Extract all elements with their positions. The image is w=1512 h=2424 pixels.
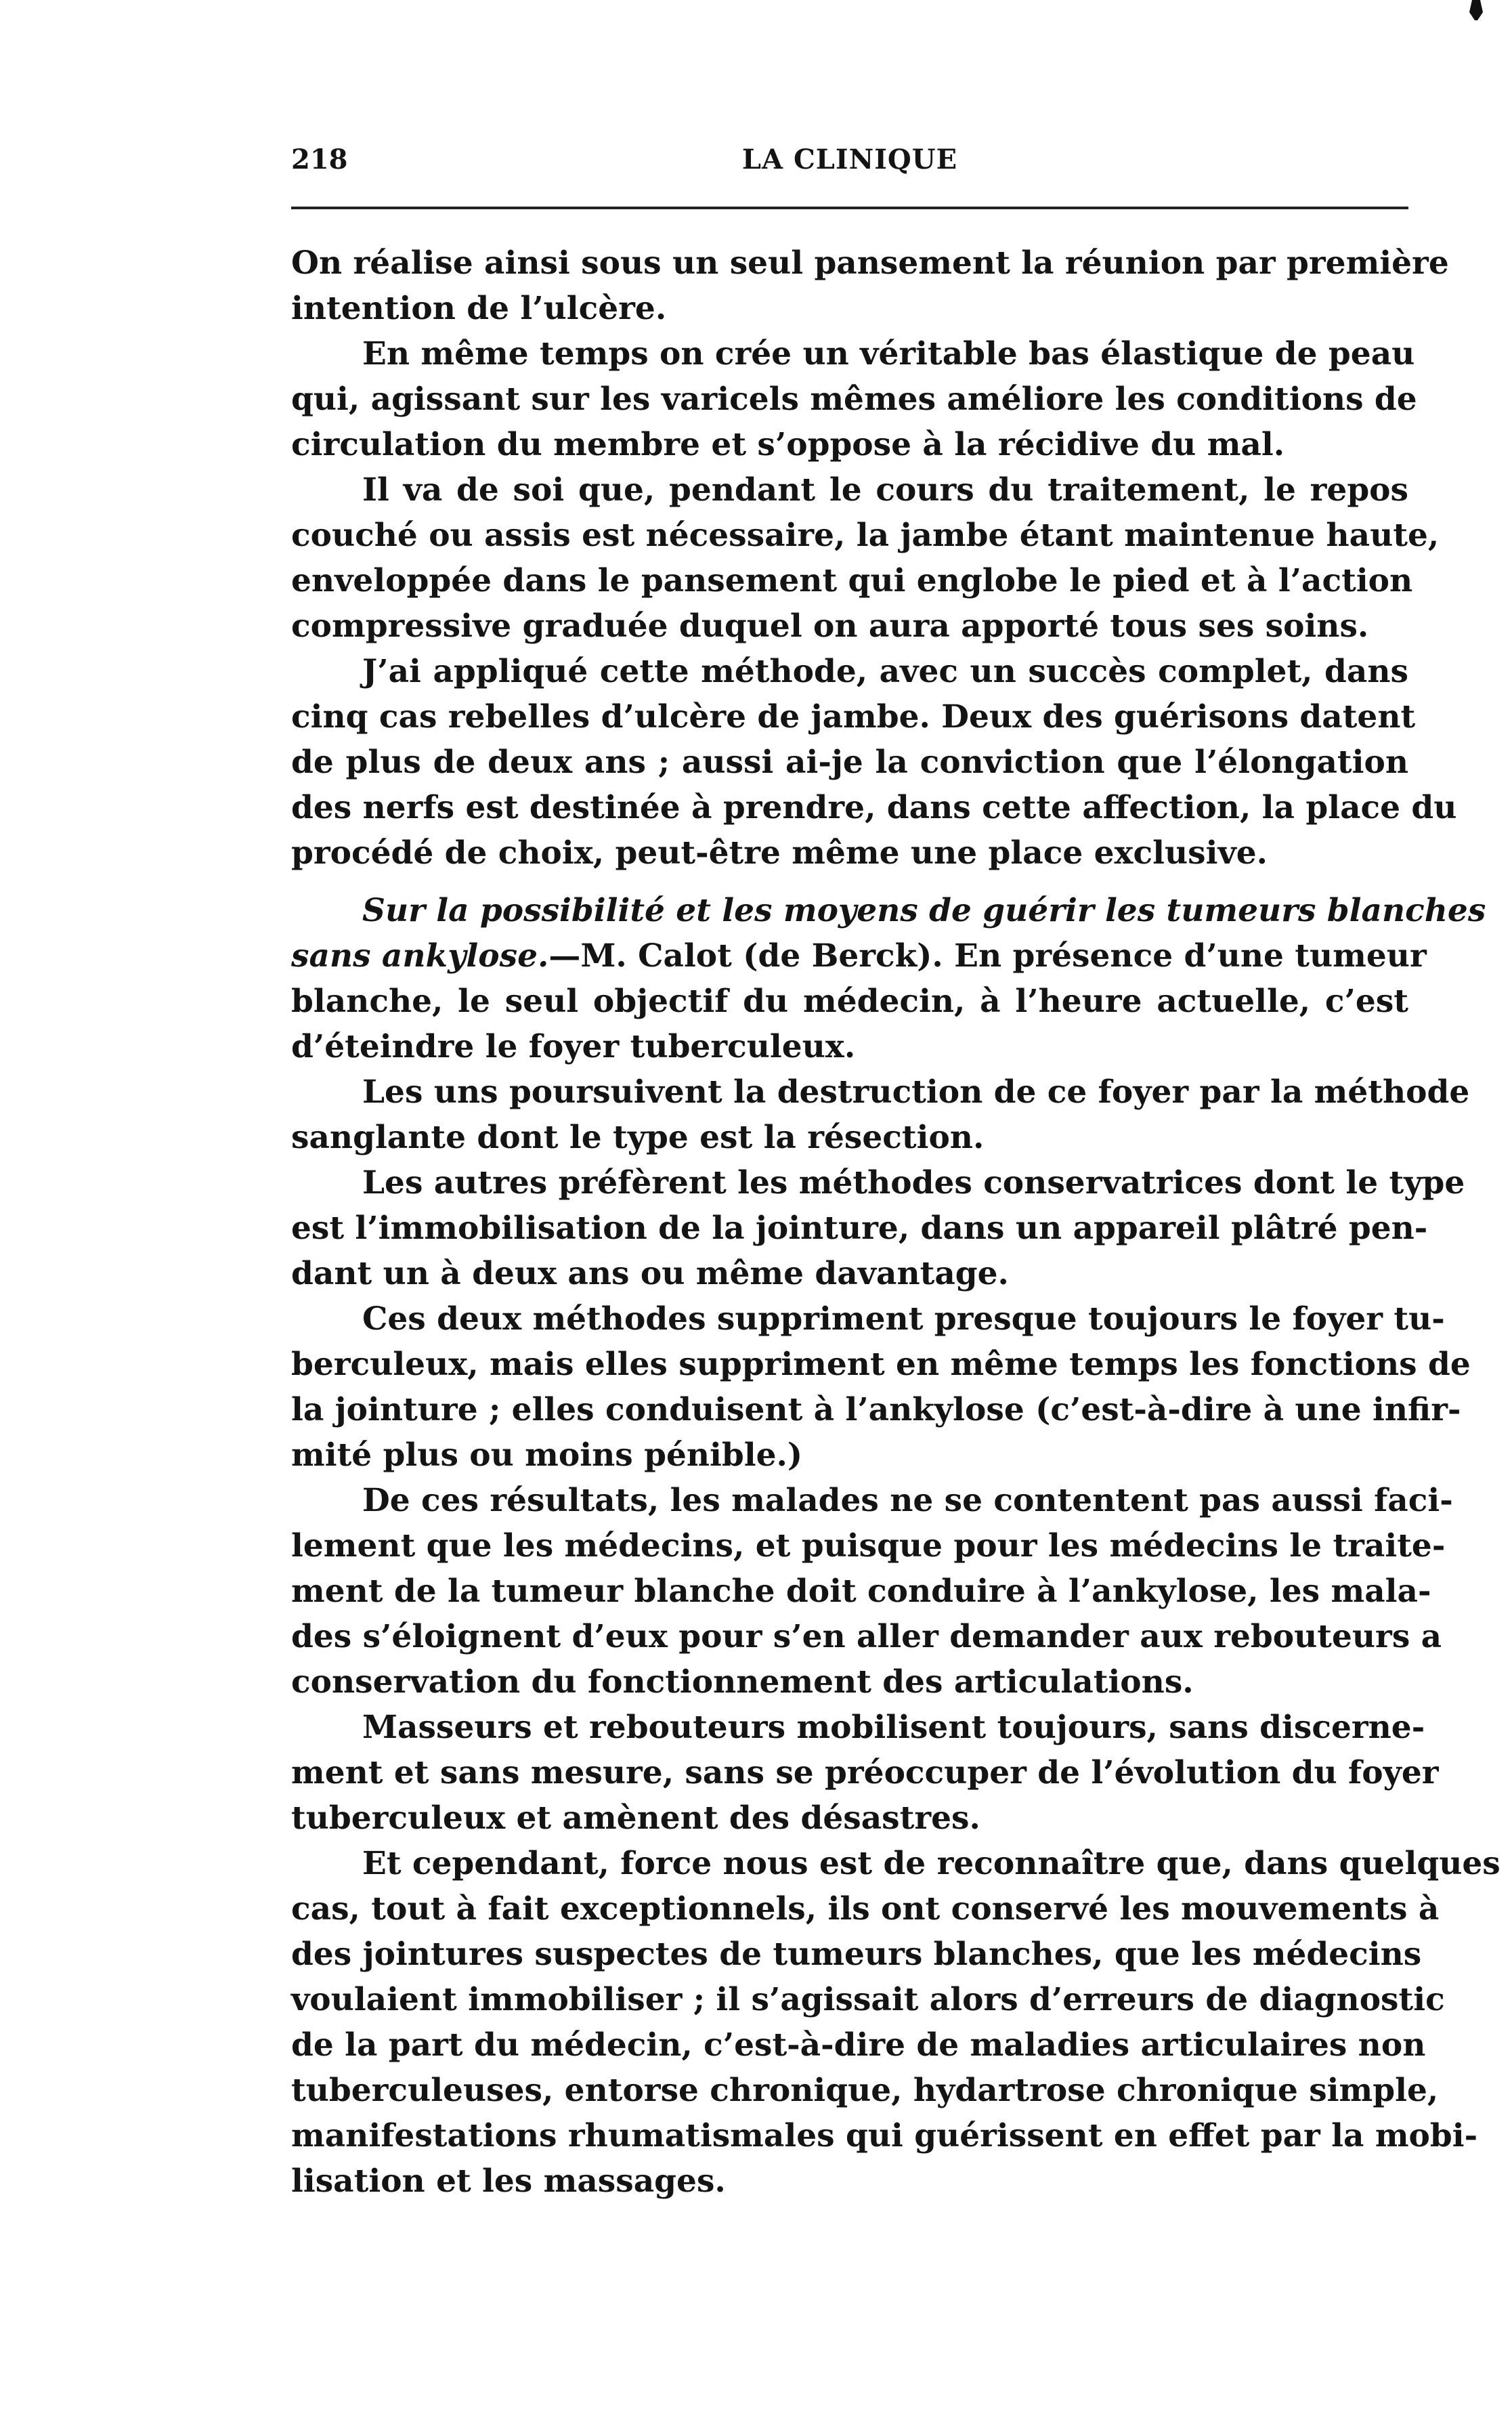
running-title: LA CLINIQUE — [741, 144, 958, 175]
text-line: blanche, le seul objectif du médecin, à l’heure actuelle, c’est — [291, 983, 1408, 1020]
text-line: de la part du médecin, c’est-à-dire de maladies articulaires non — [291, 2026, 1426, 2064]
text-line: ment de la tumeur blanche doit conduire à l’ankylose, les mala- — [291, 1573, 1431, 1610]
author-name: —M. Calot (de Berck). — [548, 937, 943, 975]
text-line: Et cependant, force nous est de reconnaître que, dans quelques — [362, 1845, 1500, 1882]
text-line: qui, agissant sur les varicels mêmes améliore les conditions de — [291, 381, 1417, 418]
text-line: est l’immobilisation de la jointure, dans un appareil plâtré pen- — [291, 1210, 1428, 1247]
section-gap — [291, 876, 1408, 888]
text-line: ment et sans mesure, sans se préoccuper de l’évolution du foyer — [291, 1754, 1439, 1791]
text-line: tuberculeuses, entorse chronique, hydartrose chronique simple, — [291, 2072, 1439, 2109]
text-line: En même temps on crée un véritable bas élastique de peau — [362, 335, 1415, 373]
body-text — [291, 240, 1500, 2204]
text-fragment: En présence d’une tumeur — [954, 937, 1427, 975]
page-header — [291, 144, 1408, 184]
text-line: manifestations rhumatismales qui guérissent en effet par la mobi- — [291, 2117, 1478, 2154]
text-line: enveloppée dans le pansement qui englobe le pied et à l’action — [291, 562, 1413, 599]
text-line: lisation et les massages. — [291, 2163, 726, 2200]
text-line: conservation du fonctionnement des articulations. — [291, 1663, 1194, 1701]
header-rule — [291, 207, 1408, 209]
text-line — [291, 933, 1427, 979]
text-line: Ces deux méthodes suppriment presque toujours le foyer tu- — [362, 1300, 1445, 1338]
text-line: voulaient immobiliser ; il s’agissait alors d’erreurs de diagnostic — [291, 1981, 1445, 2018]
text-line: couché ou assis est nécessaire, la jambe étant maintenue haute, — [291, 517, 1440, 554]
text-line: circulation du membre et s’oppose à la récidive du mal. — [291, 426, 1285, 463]
text-line: cas, tout à fait exceptionnels, ils ont conservé les mouvements à — [291, 1890, 1440, 1928]
text-line: On réalise ainsi sous un seul pansement la réunion par première — [291, 244, 1449, 282]
text-line: procédé de choix, peut-être même une place exclusive. — [291, 834, 1268, 872]
text-line: cinq cas rebelles d’ulcère de jambe. Deux des guérisons datent — [291, 698, 1416, 736]
text-line: mité plus ou moins pénible.) — [291, 1437, 803, 1474]
text-line: dant un à deux ans ou même davantage. — [291, 1255, 1009, 1292]
page-number: 218 — [291, 144, 348, 175]
text-line: des nerfs est destinée à prendre, dans cette affection, la place du — [291, 789, 1457, 826]
text-line: sanglante dont le type est la résection. — [291, 1119, 985, 1156]
text-line: tuberculeux et amènent des désastres. — [291, 1800, 980, 1837]
text-line: la jointure ; elles conduisent à l’ankylose (c’est-à-dire à une infir- — [291, 1391, 1461, 1428]
text-line: des s’éloignent d’eux pour s’en aller demander aux rebouteurs a — [291, 1618, 1442, 1655]
text-line: d’éteindre le foyer tuberculeux. — [291, 1028, 856, 1065]
text-line: compressive graduée duquel on aura apporté tous ses soins. — [291, 608, 1369, 645]
section-title-line: Sur la possibilité et les moyens de guérir les tumeurs blanches — [362, 892, 1486, 929]
scan-mark — [1469, 0, 1483, 20]
text-line: Les autres préfèrent les méthodes conservatrices dont le type — [362, 1164, 1465, 1202]
text-line: berculeux, mais elles suppriment en même temps les fonctions de — [291, 1346, 1471, 1383]
text-line: Les uns poursuivent la destruction de ce foyer par la méthode — [362, 1073, 1470, 1111]
text-line: Masseurs et rebouteurs mobilisent toujours, sans discerne- — [362, 1709, 1425, 1746]
text-line: lement que les médecins, et puisque pour les médecins le traite- — [291, 1527, 1446, 1565]
text-line: Il va de soi que, pendant le cours du traitement, le repos — [362, 471, 1408, 509]
text-line: J’ai appliqué cette méthode, avec un succès complet, dans — [362, 653, 1408, 690]
text-line: intention de l’ulcère. — [291, 290, 667, 327]
text-line: De ces résultats, les malades ne se contentent pas aussi faci- — [362, 1482, 1453, 1519]
section-title-end: sans ankylose. — [291, 937, 549, 975]
text-line: des jointures suspectes de tumeurs blanches, que les médecins — [291, 1936, 1422, 1973]
text-line: de plus de deux ans ; aussi ai-je la conviction que l’élongation — [291, 744, 1408, 781]
